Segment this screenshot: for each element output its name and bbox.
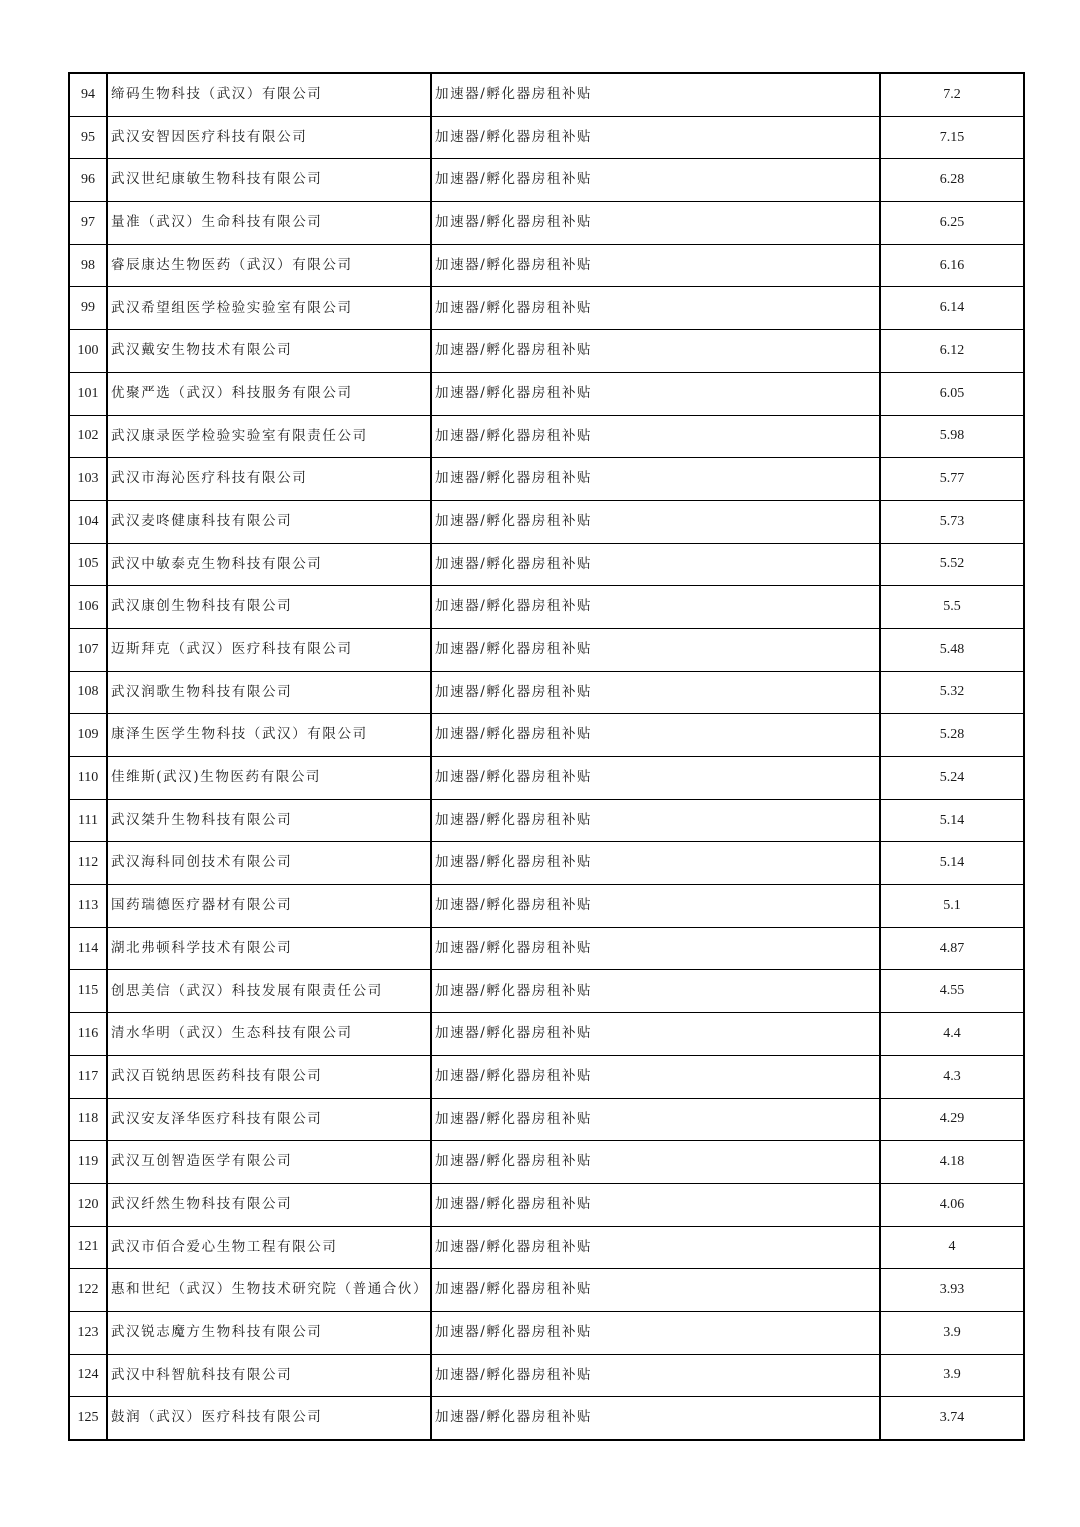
subsidy-item-cell: 加速器/孵化器房租补贴: [431, 1226, 880, 1269]
table-row: [69, 1183, 1024, 1226]
company-name-cell: 创思美信（武汉）科技发展有限责任公司: [107, 970, 431, 1013]
subsidy-amount-cell: 6.05: [880, 372, 1024, 415]
subsidy-item-cell: 加速器/孵化器房租补贴: [431, 1055, 880, 1098]
subsidy-item-cell: 加速器/孵化器房租补贴: [431, 842, 880, 885]
company-name-cell: 武汉中科智航科技有限公司: [107, 1354, 431, 1397]
company-name-cell: 武汉希望组医学检验实验室有限公司: [107, 287, 431, 330]
subsidy-amount-cell: 5.52: [880, 543, 1024, 586]
company-name-cell: 缔码生物科技（武汉）有限公司: [107, 73, 431, 116]
subsidy-item-cell: 加速器/孵化器房租补贴: [431, 287, 880, 330]
subsidy-item-cell: 加速器/孵化器房租补贴: [431, 73, 880, 116]
subsidy-amount-cell: 4.06: [880, 1183, 1024, 1226]
subsidy-amount-cell: 4.18: [880, 1141, 1024, 1184]
row-number-cell: 115: [69, 970, 107, 1013]
subsidy-amount-cell: 5.73: [880, 500, 1024, 543]
company-name-cell: 武汉市海沁医疗科技有限公司: [107, 458, 431, 501]
subsidy-item-cell: 加速器/孵化器房租补贴: [431, 1397, 880, 1440]
table-row: [69, 159, 1024, 202]
subsidy-item-cell: 加速器/孵化器房租补贴: [431, 1183, 880, 1226]
company-name-cell: 湖北弗顿科学技术有限公司: [107, 927, 431, 970]
row-number-cell: 97: [69, 202, 107, 245]
row-number-cell: 112: [69, 842, 107, 885]
company-name-cell: 康泽生医学生物科技（武汉）有限公司: [107, 714, 431, 757]
company-name-cell: 武汉互创智造医学有限公司: [107, 1141, 431, 1184]
subsidy-amount-cell: 3.74: [880, 1397, 1024, 1440]
row-number-cell: 99: [69, 287, 107, 330]
table-row: [69, 1055, 1024, 1098]
table-row: [69, 885, 1024, 928]
row-number-cell: 122: [69, 1269, 107, 1312]
subsidy-item-cell: 加速器/孵化器房租补贴: [431, 1141, 880, 1184]
subsidy-amount-cell: 6.25: [880, 202, 1024, 245]
subsidy-item-cell: 加速器/孵化器房租补贴: [431, 885, 880, 928]
subsidy-amount-cell: 5.14: [880, 842, 1024, 885]
table-row: [69, 116, 1024, 159]
company-name-cell: 佳维斯(武汉)生物医药有限公司: [107, 757, 431, 800]
subsidy-amount-cell: 4.29: [880, 1098, 1024, 1141]
row-number-cell: 116: [69, 1013, 107, 1056]
subsidy-item-cell: 加速器/孵化器房租补贴: [431, 372, 880, 415]
table-row: [69, 244, 1024, 287]
company-name-cell: 武汉桀升生物科技有限公司: [107, 799, 431, 842]
row-number-cell: 110: [69, 757, 107, 800]
subsidy-amount-cell: 3.93: [880, 1269, 1024, 1312]
row-number-cell: 108: [69, 671, 107, 714]
subsidy-item-cell: 加速器/孵化器房租补贴: [431, 628, 880, 671]
subsidy-table-body: [69, 73, 1024, 1440]
row-number-cell: 123: [69, 1311, 107, 1354]
table-row: [69, 1269, 1024, 1312]
subsidy-amount-cell: 5.24: [880, 757, 1024, 800]
table-row: [69, 714, 1024, 757]
company-name-cell: 武汉海科同创技术有限公司: [107, 842, 431, 885]
table-row: [69, 330, 1024, 373]
subsidy-amount-cell: 5.32: [880, 671, 1024, 714]
row-number-cell: 121: [69, 1226, 107, 1269]
row-number-cell: 106: [69, 586, 107, 629]
company-name-cell: 武汉润歌生物科技有限公司: [107, 671, 431, 714]
table-row: [69, 1311, 1024, 1354]
subsidy-item-cell: 加速器/孵化器房租补贴: [431, 586, 880, 629]
company-name-cell: 武汉麦咚健康科技有限公司: [107, 500, 431, 543]
row-number-cell: 119: [69, 1141, 107, 1184]
row-number-cell: 101: [69, 372, 107, 415]
subsidy-item-cell: 加速器/孵化器房租补贴: [431, 757, 880, 800]
company-name-cell: 武汉百锐纳思医药科技有限公司: [107, 1055, 431, 1098]
company-name-cell: 惠和世纪（武汉）生物技术研究院（普通合伙）: [107, 1269, 431, 1312]
subsidy-item-cell: 加速器/孵化器房租补贴: [431, 159, 880, 202]
row-number-cell: 98: [69, 244, 107, 287]
row-number-cell: 109: [69, 714, 107, 757]
subsidy-amount-cell: 4.55: [880, 970, 1024, 1013]
row-number-cell: 94: [69, 73, 107, 116]
company-name-cell: 武汉中敏泰克生物科技有限公司: [107, 543, 431, 586]
row-number-cell: 118: [69, 1098, 107, 1141]
company-name-cell: 国药瑞德医疗器材有限公司: [107, 885, 431, 928]
row-number-cell: 103: [69, 458, 107, 501]
table-row: [69, 1098, 1024, 1141]
subsidy-amount-cell: 5.1: [880, 885, 1024, 928]
table-row: [69, 1013, 1024, 1056]
subsidy-item-cell: 加速器/孵化器房租补贴: [431, 116, 880, 159]
row-number-cell: 95: [69, 116, 107, 159]
table-row: [69, 500, 1024, 543]
subsidy-amount-cell: 6.12: [880, 330, 1024, 373]
subsidy-amount-cell: 4.4: [880, 1013, 1024, 1056]
subsidy-amount-cell: 6.28: [880, 159, 1024, 202]
row-number-cell: 124: [69, 1354, 107, 1397]
table-row: [69, 628, 1024, 671]
company-name-cell: 武汉世纪康敏生物科技有限公司: [107, 159, 431, 202]
company-name-cell: 优聚严选（武汉）科技服务有限公司: [107, 372, 431, 415]
row-number-cell: 104: [69, 500, 107, 543]
table-row: [69, 842, 1024, 885]
row-number-cell: 100: [69, 330, 107, 373]
company-name-cell: 迈斯拜克（武汉）医疗科技有限公司: [107, 628, 431, 671]
row-number-cell: 111: [69, 799, 107, 842]
subsidy-amount-cell: 6.16: [880, 244, 1024, 287]
subsidy-amount-cell: 4.87: [880, 927, 1024, 970]
table-row: [69, 757, 1024, 800]
subsidy-amount-cell: 5.77: [880, 458, 1024, 501]
table-row: [69, 927, 1024, 970]
table-row: [69, 1226, 1024, 1269]
subsidy-item-cell: 加速器/孵化器房租补贴: [431, 1098, 880, 1141]
company-name-cell: 睿辰康达生物医药（武汉）有限公司: [107, 244, 431, 287]
subsidy-item-cell: 加速器/孵化器房租补贴: [431, 927, 880, 970]
table-row: [69, 1397, 1024, 1440]
table-row: [69, 372, 1024, 415]
subsidy-item-cell: 加速器/孵化器房租补贴: [431, 714, 880, 757]
subsidy-item-cell: 加速器/孵化器房租补贴: [431, 458, 880, 501]
table-row: [69, 73, 1024, 116]
company-name-cell: 武汉戴安生物技术有限公司: [107, 330, 431, 373]
row-number-cell: 105: [69, 543, 107, 586]
table-row: [69, 287, 1024, 330]
subsidy-amount-cell: 3.9: [880, 1311, 1024, 1354]
table-row: [69, 415, 1024, 458]
row-number-cell: 125: [69, 1397, 107, 1440]
subsidy-amount-cell: 4: [880, 1226, 1024, 1269]
row-number-cell: 113: [69, 885, 107, 928]
table-row: [69, 586, 1024, 629]
subsidy-amount-cell: 5.98: [880, 415, 1024, 458]
table-row: [69, 202, 1024, 245]
subsidy-item-cell: 加速器/孵化器房租补贴: [431, 970, 880, 1013]
subsidy-item-cell: 加速器/孵化器房租补贴: [431, 799, 880, 842]
company-name-cell: 武汉锐志魔方生物科技有限公司: [107, 1311, 431, 1354]
row-number-cell: 107: [69, 628, 107, 671]
subsidy-item-cell: 加速器/孵化器房租补贴: [431, 1013, 880, 1056]
row-number-cell: 114: [69, 927, 107, 970]
row-number-cell: 117: [69, 1055, 107, 1098]
subsidy-amount-cell: 6.14: [880, 287, 1024, 330]
company-name-cell: 武汉纤然生物科技有限公司: [107, 1183, 431, 1226]
subsidy-amount-cell: 7.15: [880, 116, 1024, 159]
subsidy-amount-cell: 7.2: [880, 73, 1024, 116]
table-row: [69, 970, 1024, 1013]
subsidy-item-cell: 加速器/孵化器房租补贴: [431, 543, 880, 586]
table-row: [69, 799, 1024, 842]
table-row: [69, 671, 1024, 714]
subsidy-item-cell: 加速器/孵化器房租补贴: [431, 1269, 880, 1312]
subsidy-item-cell: 加速器/孵化器房租补贴: [431, 1354, 880, 1397]
row-number-cell: 102: [69, 415, 107, 458]
subsidy-item-cell: 加速器/孵化器房租补贴: [431, 500, 880, 543]
row-number-cell: 96: [69, 159, 107, 202]
table-row: [69, 458, 1024, 501]
company-name-cell: 武汉市佰合爱心生物工程有限公司: [107, 1226, 431, 1269]
company-name-cell: 武汉安智因医疗科技有限公司: [107, 116, 431, 159]
subsidy-item-cell: 加速器/孵化器房租补贴: [431, 1311, 880, 1354]
company-name-cell: 武汉康创生物科技有限公司: [107, 586, 431, 629]
subsidy-item-cell: 加速器/孵化器房租补贴: [431, 202, 880, 245]
table-row: [69, 1354, 1024, 1397]
subsidy-item-cell: 加速器/孵化器房租补贴: [431, 415, 880, 458]
company-name-cell: 武汉安友泽华医疗科技有限公司: [107, 1098, 431, 1141]
subsidy-table: [68, 72, 1025, 1441]
subsidy-amount-cell: 5.14: [880, 799, 1024, 842]
subsidy-item-cell: 加速器/孵化器房租补贴: [431, 671, 880, 714]
subsidy-amount-cell: 4.3: [880, 1055, 1024, 1098]
subsidy-item-cell: 加速器/孵化器房租补贴: [431, 330, 880, 373]
company-name-cell: 量准（武汉）生命科技有限公司: [107, 202, 431, 245]
row-number-cell: 120: [69, 1183, 107, 1226]
table-row: [69, 1141, 1024, 1184]
subsidy-amount-cell: 3.9: [880, 1354, 1024, 1397]
subsidy-amount-cell: 5.48: [880, 628, 1024, 671]
subsidy-amount-cell: 5.5: [880, 586, 1024, 629]
subsidy-item-cell: 加速器/孵化器房租补贴: [431, 244, 880, 287]
company-name-cell: 鼓润（武汉）医疗科技有限公司: [107, 1397, 431, 1440]
subsidy-amount-cell: 5.28: [880, 714, 1024, 757]
table-row: [69, 543, 1024, 586]
company-name-cell: 清水华明（武汉）生态科技有限公司: [107, 1013, 431, 1056]
company-name-cell: 武汉康录医学检验实验室有限责任公司: [107, 415, 431, 458]
